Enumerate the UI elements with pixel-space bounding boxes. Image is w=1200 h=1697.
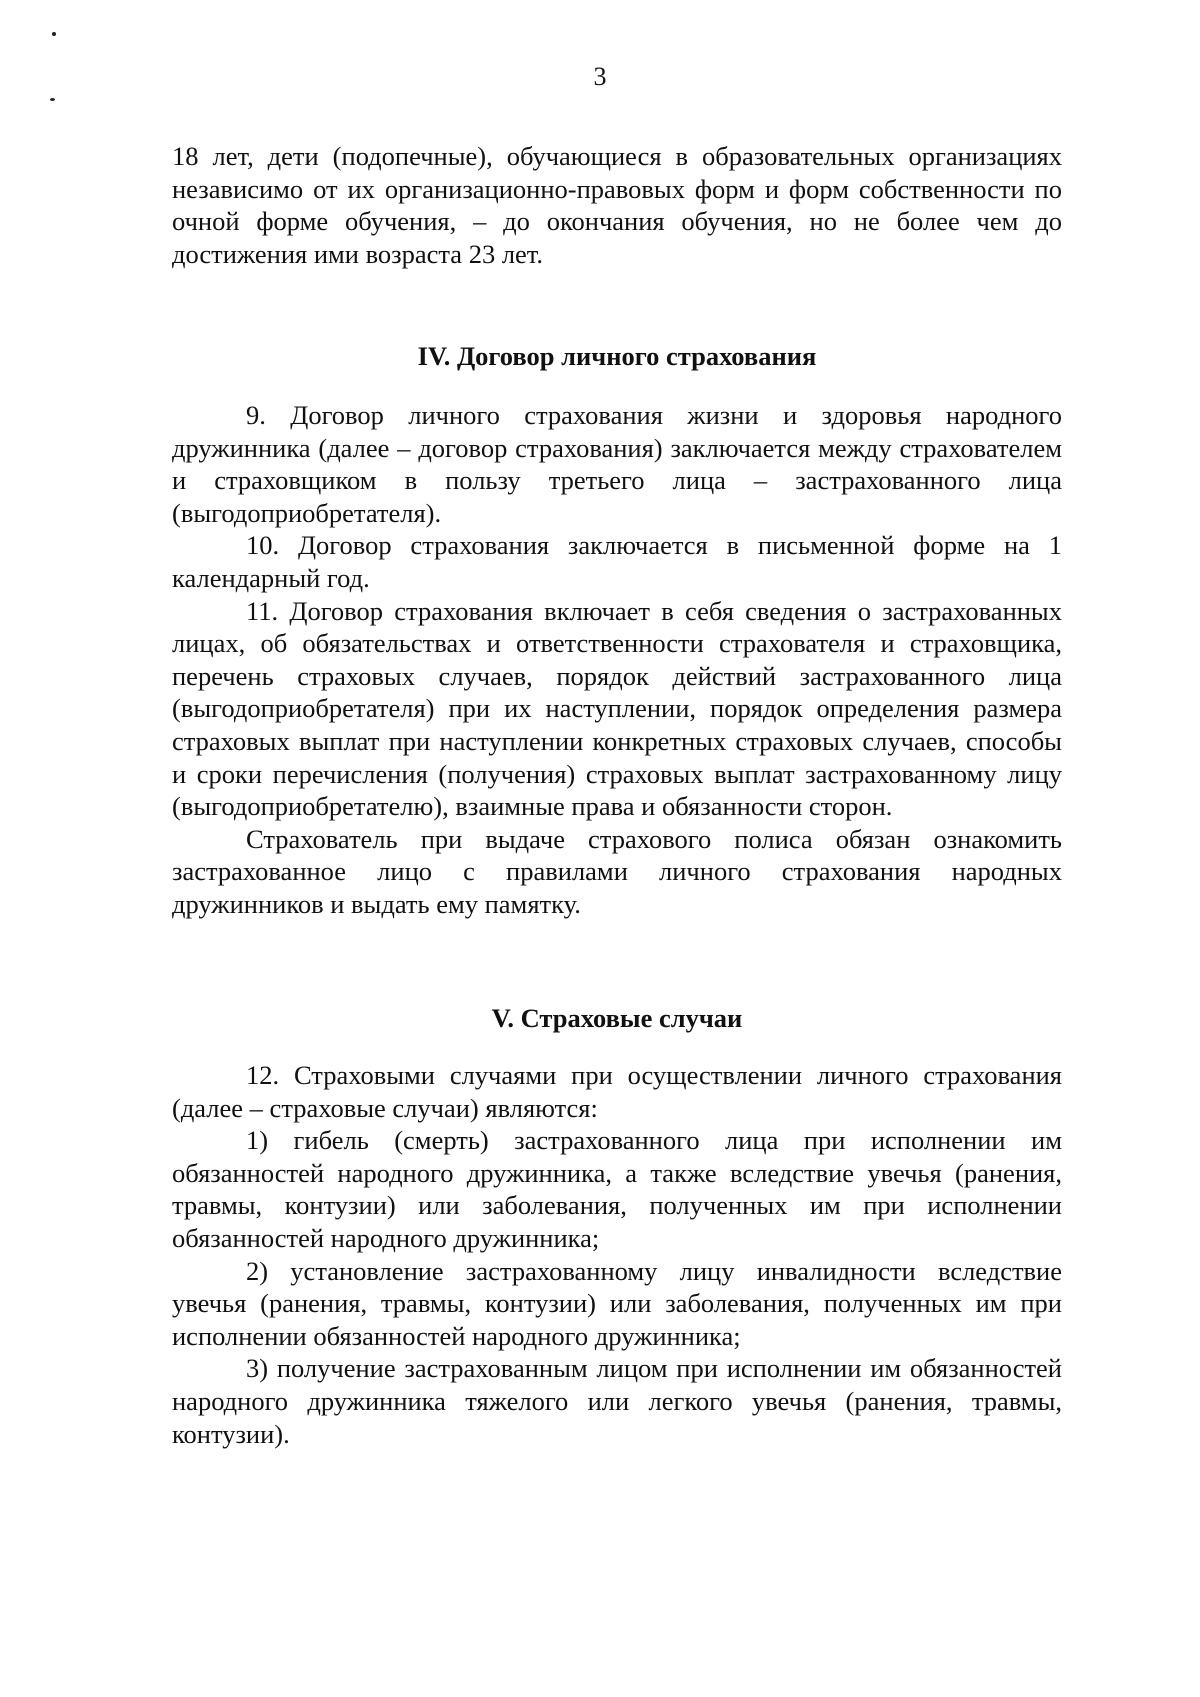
page-number: 3 — [593, 62, 607, 91]
paragraph-12: 12. Страховыми случаями при осуществлении личного страхования (далее – страховые случаи) являются: — [172, 1060, 1062, 1123]
section-heading-v: V. Страховые случаи — [491, 1003, 743, 1034]
document-body — [172, 140, 1062, 1450]
scan-artifact-dot — [50, 98, 55, 101]
paragraph-10: 10. Договор страхования заключается в письменной форме на 1 календарный год. — [172, 530, 1062, 593]
paragraph-11: 11. Договор страхования включает в себя сведения о застрахованных лицах, об обязательствах и ответственности страхователя и страховщика, перечень страховых случаев, порядок действий застрахованного лица (выгодоприобретателя) при их наступлении, порядок определения размера страховых выплат при наступлении конкретных страховых случаев, способы и сроки перечисления (получения) страховых выплат застрахованному лицу (выгодоприобретателю), взаимные права и обязанности сторон. — [172, 595, 1062, 822]
paragraph-12-item-3: 3) получение застрахованным лицом при исполнении им обязанностей народного дружинника тяжелого или легкого увечья (ранения, травмы, контузии). — [172, 1353, 1062, 1449]
paragraph-9: 9. Договор личного страхования жизни и здоровья народного дружинника (далее – договор страхования) заключается между страхователем и страховщиком в пользу третьего лица – застрахованного лица (выгодоприобретателя). — [172, 399, 1062, 528]
paragraph-11-note: Страхователь при выдаче страхового полиса обязан ознакомить застрахованное лицо с правилами личного страхования народных дружинников и выдать ему памятку. — [172, 823, 1062, 919]
section-heading-iv: IV. Договор личного страхования — [417, 341, 817, 372]
paragraph-12-item-2: 2) установление застрахованному лицу инвалидности вследствие увечья (ранения, травмы, контузии) или заболевания, полученных им при исполнении обязанностей народного дружинника; — [172, 1255, 1062, 1351]
scan-artifact-dot — [52, 32, 56, 36]
paragraph-12-item-1: 1) гибель (смерть) застрахованного лица при исполнении им обязанностей народного дружинника, а также вследствие увечья (ранения, травмы, контузии) или заболевания, полученных им при исполнении обязанностей народного дружинника; — [172, 1125, 1062, 1254]
paragraph-intro: 18 лет, дети (подопечные), обучающиеся в образовательных организациях независимо от их организационно-правовых форм и форм собственности по очной форме обучения, – до окончания обучения, но не более чем до достижения ими возраста 23 лет. — [172, 141, 1062, 269]
